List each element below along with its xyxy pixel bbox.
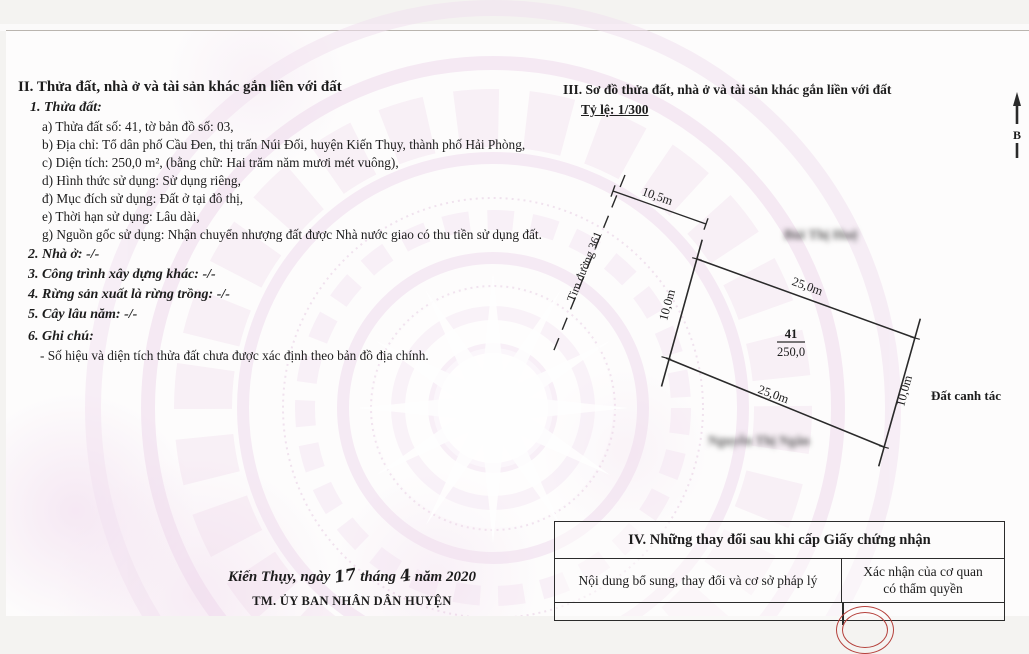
section2-heading: II. Thửa đất, nhà ở và tài sản khác gắn liền với đất (18, 79, 342, 95)
section4-col2-header (842, 559, 1004, 602)
use-form-line: d) Hình thức sử dụng: Sử dụng riêng, (42, 173, 241, 188)
section4-title: IV. Những thay đổi sau khi cấp Giấy chứng nhận (555, 522, 1004, 559)
note-line: - Số hiệu và diện tích thửa đất chưa được xác định theo bản đồ địa chính. (40, 348, 429, 363)
section2-item4: 4. Rừng sản xuất là rừng trồng: -/- (28, 287, 230, 302)
col2-line1: Xác nhận của cơ quan (863, 563, 983, 579)
use-purpose-line: đ) Mục đích sử dụng: Đất ở tại đô thị, (42, 191, 244, 206)
scale-label: Tỷ lệ: 1/300 (581, 102, 649, 117)
authority-line: TM. ỦY BAN NHÂN DÂN HUYỆN (252, 594, 452, 608)
date-month-word: tháng (360, 569, 397, 585)
handwritten-day: 17 (332, 564, 358, 587)
dim-bottom: 25,0m (756, 382, 791, 407)
section2-item5: 5. Cây lâu năm: -/- (28, 307, 138, 322)
official-stamp-inner-ring (842, 612, 888, 648)
dim-left: 10,0m (656, 287, 678, 323)
section2-item6: 6. Ghi chú: (28, 329, 94, 344)
dim-top: 25,0m (790, 274, 825, 299)
section3-heading: III. Sơ đồ thửa đất, nhà ở và tài sản khác gắn liền với đất (563, 82, 892, 97)
dim-road-offset: 10,5m (640, 184, 675, 209)
north-arrow-icon (1013, 92, 1021, 158)
plot-number: 41 (784, 327, 798, 341)
handwritten-month: 4 (398, 565, 413, 586)
section2-item2: 2. Nhà ở: -/- (28, 247, 100, 262)
area-line: c) Diện tích: 250,0 m², (bằng chữ: Hai trăm năm mươi mét vuông), (42, 155, 399, 170)
road-label: Tim đường 361 (563, 229, 605, 304)
date-prefix: Kiến Thụy, ngày (228, 569, 331, 585)
section4-table (554, 521, 1005, 621)
use-term-line: e) Thời hạn sử dụng: Lâu dài, (42, 209, 200, 224)
plot-area: 250,0 (776, 345, 806, 359)
dim-right: 10,0m (893, 373, 915, 409)
section2-item3: 3. Công trình xây dựng khác: -/- (28, 267, 216, 282)
east-land-label: Đất canh tác (930, 388, 1002, 403)
address-line: b) Địa chỉ: Tổ dân phố Cầu Đen, thị trấn Núi Đối, huyện Kiến Thụy, thành phố Hải Phòng, (42, 137, 526, 152)
date-year: năm 2020 (414, 569, 476, 585)
section2-item1: 1. Thửa đất: (30, 100, 102, 115)
use-origin-line: g) Nguồn gốc sử dụng: Nhận chuyển nhượng đất được Nhà nước giao có thu tiền sử dụng đất. (42, 227, 542, 242)
col2-line2: có thẩm quyền (883, 580, 963, 596)
neighbor-name-top-blurred: Bùi Thị Huệ (784, 228, 858, 243)
north-letter: B (1012, 128, 1022, 142)
section4-empty-row (555, 603, 1004, 625)
neighbor-name-bottom-blurred: Nguyễn Thị Ngân (708, 433, 810, 448)
section4-col1-header: Nội dung bổ sung, thay đổi và cơ sở pháp lý (555, 559, 842, 602)
parcel-number-line: a) Thửa đất số: 41, tờ bản đồ số: 03, (42, 119, 234, 134)
